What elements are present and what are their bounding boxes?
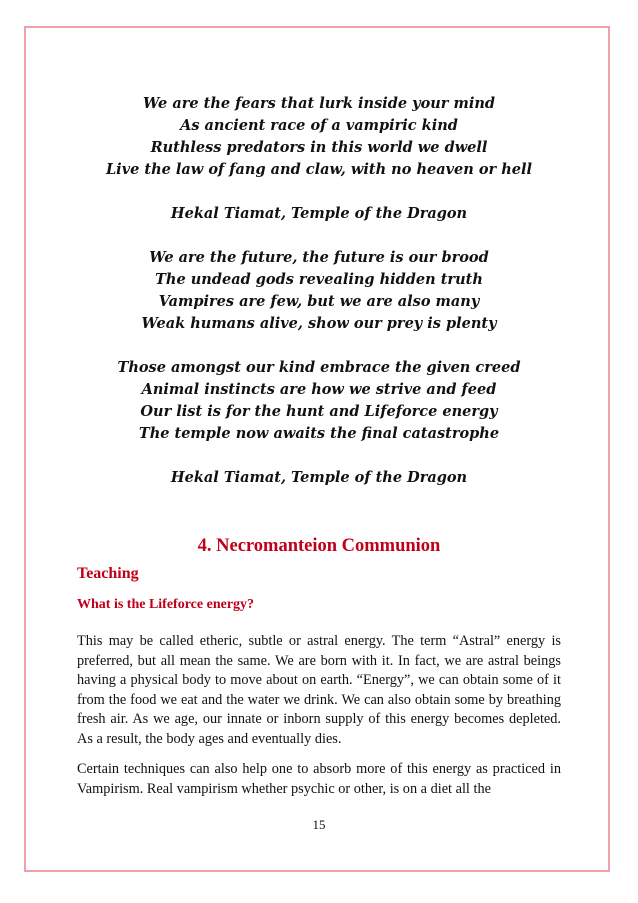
poem-line: Weak humans alive, show our prey is plenty (141, 315, 497, 332)
stanza-gap (0, 181, 638, 203)
section-title: 4. Necromanteion Communion (197, 536, 441, 556)
section-label: Teaching (77, 565, 139, 582)
poem-line: As ancient race of a vampiric kind (180, 117, 458, 134)
body-paragraph: Certain techniques can also help one to absorb more of this energy as practiced in Vampirism. Real vampirism whether psychic or other, is on a diet all the (77, 761, 561, 797)
poem (0, 93, 638, 489)
poem-chorus: Hekal Tiamat, Temple of the Dragon (170, 205, 468, 222)
poem-line: We are the future, the future is our brood (149, 249, 489, 266)
poem-line: Live the law of fang and claw, with no heaven or hell (105, 161, 532, 178)
poem-line: The undead gods revealing hidden truth (155, 271, 483, 288)
poem-line: Ruthless predators in this world we dwell (150, 139, 488, 156)
stanza-gap (0, 335, 638, 357)
page-number: 15 (312, 817, 326, 832)
body-paragraph: This may be called etheric, subtle or astral energy. The term “Astral” energy is preferred, but all mean the same. We are born with it. In fact, we are astral beings having a physical body to move about on earth. “Energy”, we can obtain some of it from the food we eat and the water we drink. We can also obtain some by breathing fresh air. As we age, our innate or inborn supply of this energy becomes depleted. As a result, the body ages and eventually dies. (77, 633, 561, 747)
poem-line: Animal instincts are how we strive and feed (141, 381, 497, 398)
poem-line: Those amongst our kind embrace the given creed (117, 359, 521, 376)
poem-line: Vampires are few, but we are also many (158, 293, 480, 310)
poem-line: Our list is for the hunt and Lifeforce energy (140, 403, 498, 420)
poem-line: The temple now awaits the final catastrophe (138, 425, 500, 442)
poem-chorus: Hekal Tiamat, Temple of the Dragon (170, 469, 468, 486)
poem-line: We are the fears that lurk inside your mind (142, 95, 496, 112)
question-heading: What is the Lifeforce energy? (77, 597, 255, 612)
stanza-gap (0, 445, 638, 467)
stanza-gap (0, 225, 638, 247)
